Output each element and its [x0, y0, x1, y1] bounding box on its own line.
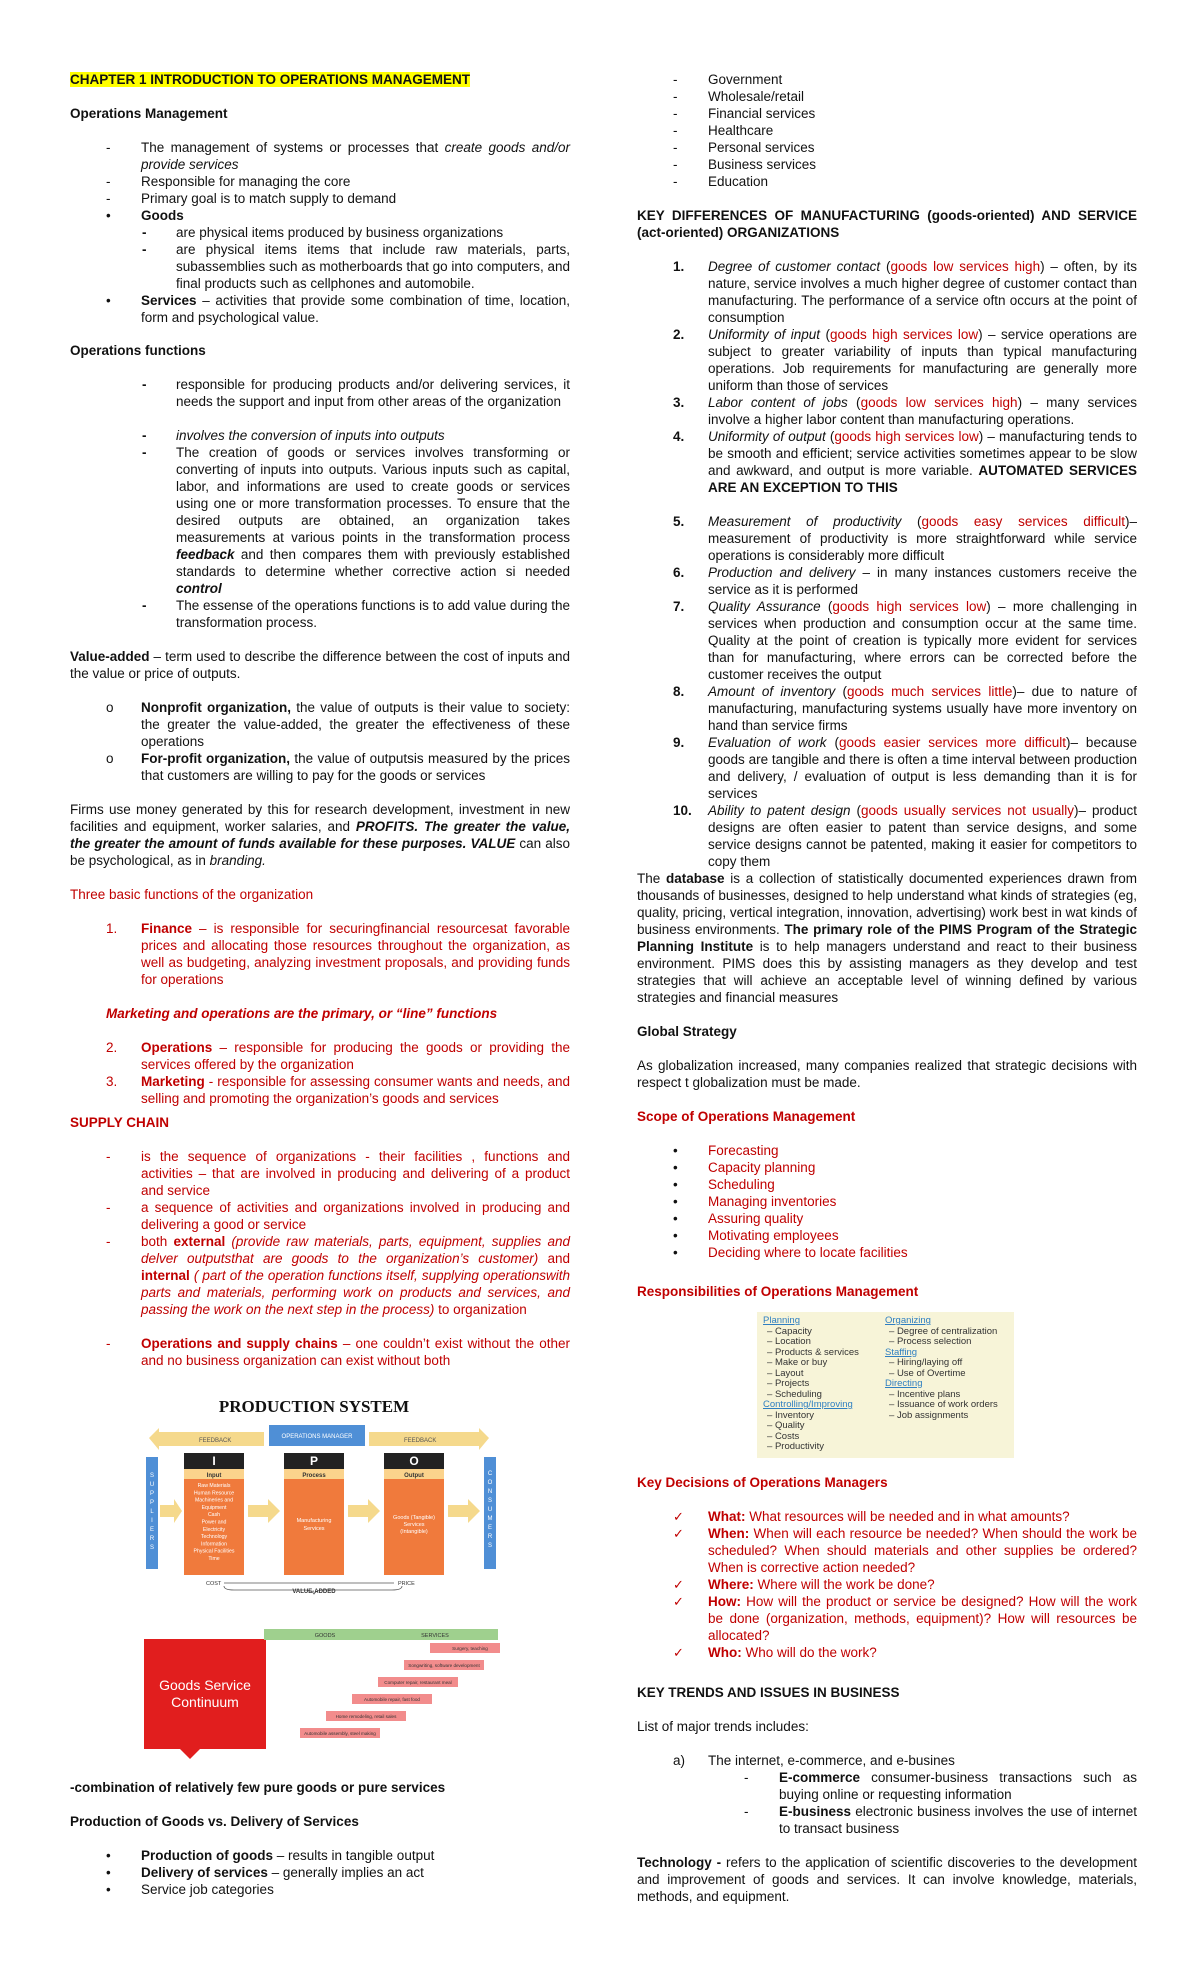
line-functions-note: Marketing and operations are the primary, or “line” functions	[106, 1006, 498, 1021]
list-item: - The essense of the operations functions is to add value during the transformation process.	[142, 598, 571, 630]
list-item: • Goods	[106, 208, 184, 223]
scope-item: • Assuring quality	[673, 1211, 804, 1226]
input-item: Raw Materials	[197, 1483, 231, 1489]
organizing-items	[885, 1327, 1013, 1348]
difference-item: 3. Labor content of jobs (goods low services high) – many services involve a higher labor content than manufacturing operations.	[673, 395, 1138, 427]
production-system-diagram	[144, 1395, 500, 1595]
list-item: - is the sequence of organizations - their facilities , functions and activities – that are involved in producing and delivering of a product and service	[106, 1149, 570, 1198]
decisions-heading-wrap	[637, 1474, 1137, 1491]
functions-heading: Operations functions	[70, 343, 206, 358]
output-item: Goods (Tangible)	[393, 1515, 435, 1521]
list-item: - responsible for producing products and/or delivering services, it needs the support and input from other areas of the organization	[142, 377, 570, 409]
process-letter: P	[309, 1454, 319, 1468]
list-item: - Wholesale/retail	[673, 89, 805, 104]
responsibilities-heading: Responsibilities of Operations Management	[637, 1284, 919, 1299]
goods-label: GOODS	[314, 1633, 336, 1639]
list-item: • Services – activities that provide some combination of time, location, form and psychological value.	[106, 293, 570, 325]
input-item: Cash	[207, 1512, 221, 1519]
arrow-output-consumers	[448, 1499, 480, 1523]
list-item: - Education	[673, 174, 769, 189]
feedback-right-label: FEEDBACK	[404, 1438, 437, 1444]
scope-item: • Scheduling	[673, 1177, 775, 1192]
input-item: Time	[208, 1556, 220, 1562]
difference-item: 6. Production and delivery – in many instances customers receive the service as it is performed	[673, 565, 1137, 597]
input-label: Input	[206, 1473, 222, 1479]
arrow-suppliers-input	[160, 1499, 182, 1523]
difference-item: 1. Degree of customer contact (goods low services high) – often, by its nature, service involves a much higher degree of customer contact than manufacturing. The performance of a service oftn occurs at the point of consumption	[673, 259, 1137, 325]
suppliers-label: S U P P L I E R S	[149, 1473, 155, 1551]
continuum-bar-label: Automobile repair, fast food	[364, 1697, 420, 1702]
scope-item: • Capacity planning	[673, 1160, 816, 1175]
continuum-label: Goods Service Continuum	[159, 1677, 251, 1710]
responsibility-item: – Projects	[767, 1378, 810, 1389]
list-item: 1. Finance – is responsible for securingfinancial resourcesat favorable prices and allocating those resources throughout the organization, as well as budgeting, analyzing investment proposals, and providing funds for operations	[106, 921, 570, 987]
prod-vs-delivery-heading: Production of Goods vs. Delivery of Services	[70, 1814, 359, 1829]
arrow-input-process	[248, 1499, 280, 1523]
output-letter: O	[409, 1454, 419, 1468]
output-item: Services	[403, 1522, 425, 1528]
goods-service-continuum	[140, 1627, 500, 1761]
planning-title: Planning	[763, 1315, 800, 1326]
input-item: Equipment	[201, 1504, 227, 1511]
organizing-group	[885, 1316, 1013, 1421]
list-item: - are physical items produced by business organizations	[142, 225, 504, 240]
continuum-bar-label: Computer repair, restaurant meal	[384, 1680, 452, 1685]
check-icon: ✓	[673, 1645, 684, 1660]
database-paragraph: The database is a collection of statistically documented experiences drawn from thousands of businesses, designed to help understand what kinds of strategies (eg, quality, pricing, vertical integration, innovation, advertising) work best in wat kinds of business environments. The primary role of the PIMS Program of the Strategic Planning Institute is to help managers understand and react to their business environment. PIMS does this by assisting managers as they develop and test strategies that will achieve an acceptable level of winning defined by various strategies and financial measures	[637, 871, 1138, 1005]
responsibility-item: – Job assignments	[889, 1409, 969, 1421]
input-letter: I	[212, 1454, 216, 1468]
process-item: Manufacturing	[296, 1518, 332, 1524]
chapter-title: CHAPTER 1 INTRODUCTION TO OPERATIONS MANAGEMENT	[70, 72, 471, 87]
key-differences-heading: KEY DIFFERENCES OF MANUFACTURING (goods-oriented) AND SERVICE (act-oriented) ORGANIZATIONS	[637, 208, 1137, 240]
responsibility-item: – Issuance of work orders	[889, 1399, 998, 1410]
combination-text: -combination of relatively few pure goods or pure services	[70, 1780, 446, 1795]
diagram-title: PRODUCTION SYSTEM	[218, 1397, 410, 1416]
directing-title: Directing	[885, 1378, 923, 1389]
responsibility-item: – Make or buy	[767, 1357, 828, 1368]
continuum-bar-label: Surgery, teaching	[452, 1646, 488, 1651]
process-label: Process	[302, 1473, 326, 1479]
list-item: - involves the conversion of inputs into outputs	[142, 428, 445, 443]
responsibility-item: – Inventory	[767, 1409, 815, 1421]
scope-heading: Scope of Operations Management	[637, 1109, 856, 1124]
responsibility-item: – Quality	[767, 1420, 805, 1431]
controlling-items	[763, 1411, 883, 1453]
responsibility-item: – Costs	[767, 1430, 800, 1442]
controlling-title: Controlling/Improving	[763, 1399, 853, 1410]
goods-services-header	[264, 1629, 498, 1640]
supply-chain-heading: SUPPLY CHAIN	[70, 1115, 170, 1130]
firms-paragraph: Firms use money generated by this for research development, investment in new facilities and equipment, worker salaries, and PROFITS. The greater the value, the greater the amount of funds available for these purposes. VALUE can also be psychological, as in branding.	[70, 802, 570, 868]
list-item: - Operations and supply chains – one couldn’t exist without the other and no business organization can exist without both	[106, 1336, 571, 1368]
planning-items	[763, 1327, 883, 1401]
list-item: - Financial services	[673, 106, 816, 121]
input-item: Electricity	[202, 1526, 226, 1533]
global-strategy-heading: Global Strategy	[637, 1024, 737, 1039]
responsibility-item: – Capacity	[767, 1325, 812, 1337]
check-icon: ✓	[673, 1509, 684, 1524]
list-item: 2. Operations – responsible for producing the goods or providing the services offered by the organization	[106, 1040, 570, 1072]
ops-mgmt-heading: Operations Management	[70, 106, 228, 121]
list-item: - Primary goal is to match supply to demand	[106, 191, 397, 206]
trends-intro: List of major trends includes:	[637, 1719, 809, 1734]
continuum-label-pointer	[180, 1749, 200, 1759]
difference-item: 5. Measurement of productivity (goods easy services difficult)– measurement of productivity is more straightforward while service operations is considerably more difficult	[673, 514, 1138, 563]
input-item: Machineries and	[194, 1497, 234, 1504]
three-functions-heading: Three basic functions of the organization	[70, 887, 314, 902]
list-item: - Government	[673, 72, 783, 87]
list-item: - both external (provide raw materials, parts, equipment, supplies and delver outputsthat are goods to the organization’s customer) and internal ( part of the operation functions itself, supplying operationswith parts and materials, performing work on products and services, and passing the work on the next step in the process) to organization	[106, 1234, 570, 1317]
process-item: Services	[303, 1526, 325, 1532]
check-icon: ✓	[673, 1594, 684, 1609]
decision-item: ✓ What: What resources will be needed and in what amounts?	[673, 1509, 1070, 1524]
responsibility-item: – Process selection	[889, 1336, 972, 1347]
input-item: Human Resource	[193, 1490, 235, 1497]
services-label: SERVICES	[421, 1633, 449, 1639]
responsibility-item: – Incentive plans	[889, 1388, 961, 1400]
decision-item: ✓ How: How will the product or service be designed? How will the work be done (organization, methods, equipment)? How will resources be allocated?	[673, 1594, 1137, 1643]
input-item: Technology	[200, 1534, 228, 1541]
check-icon: ✓	[673, 1526, 684, 1541]
organizing-title: Organizing	[885, 1315, 931, 1326]
feedback-left-label: FEEDBACK	[199, 1438, 232, 1444]
difference-item: 7. Quality Assurance (goods high services low) – more challenging in services when production and consumption occur at the same time. Quality at the point of creation is typically more evident for services than for manufacturing, where errors can be corrected before the customer receives the output	[673, 599, 1137, 682]
staffing-title: Staffing	[885, 1346, 918, 1358]
list-item: - a sequence of activities and organizations involved in producing and delivering a good or service	[106, 1200, 570, 1232]
value-added-label: VALUE-ADDED	[292, 1589, 336, 1595]
scope-item: • Deciding where to locate facilities	[673, 1245, 908, 1260]
decision-item: ✓ Where: Where will the work be done?	[673, 1577, 935, 1592]
continuum-bar-label: Home remodeling, retail sales	[335, 1714, 397, 1719]
list-item: o Nonprofit organization, the value of outputs is their value to society: the greater the value-added, the greater the effectiveness of these operations	[106, 700, 570, 749]
continuum-bar-label: Automobile assembly, steel making	[304, 1731, 376, 1736]
list-item: • Delivery of services – generally implies an act	[106, 1865, 424, 1880]
list-item: a) The internet, e-commerce, and e-busines	[673, 1753, 955, 1768]
responsibility-item: – Hiring/laying off	[889, 1357, 963, 1368]
technology-paragraph: Technology - refers to the application of scientific discoveries to the development and improvement of goods and services. It can involve knowledge, materials, methods, and equipment.	[637, 1855, 1137, 1904]
responsibility-item: – Layout	[767, 1367, 804, 1379]
list-item: - Business services	[673, 157, 817, 172]
list-item: • Production of goods – results in tangible output	[106, 1848, 435, 1863]
cost-label: COST	[206, 1581, 222, 1587]
list-item: • Service job categories	[106, 1882, 274, 1897]
list-item: - Personal services	[673, 140, 815, 155]
scope-item: • Motivating employees	[673, 1228, 839, 1243]
staffing-items	[885, 1358, 1013, 1379]
responsibility-item: – Scheduling	[767, 1388, 822, 1400]
responsibility-item: – Productivity	[767, 1441, 825, 1452]
consumers-label: C O N S U M E R S	[487, 1471, 493, 1549]
decision-item: ✓ Who: Who will do the work?	[673, 1645, 877, 1660]
difference-item: 10. Ability to patent design (goods usually services not usually)– product designs are often easier to patent than service designs, and some service designs cannot be patented, making it easier for competitors to copy them	[673, 803, 1137, 869]
scope-item: • Forecasting	[673, 1143, 779, 1158]
continuum-bar-label: Songwriting, software development	[408, 1663, 480, 1668]
scope-item: • Managing inventories	[673, 1194, 837, 1209]
input-item: Physical Facilities	[193, 1548, 235, 1555]
list-item: o For-profit organization, the value of outputsis measured by the prices that customers are willing to pay for the goods or services	[106, 751, 571, 783]
value-added-paragraph: Value-added – term used to describe the difference between the cost of inputs and the value or price of outputs.	[70, 649, 570, 681]
responsibility-item: – Use of Overtime	[889, 1367, 966, 1379]
input-item: Information	[201, 1541, 227, 1548]
responsibility-item: – Products & services	[767, 1346, 859, 1358]
list-item: - E-commerce consumer-business transactions such as buying online or requesting information	[744, 1770, 1137, 1802]
responsibility-item: – Location	[767, 1336, 811, 1347]
difference-item: 8. Amount of inventory (goods much services little)– due to nature of manufacturing, manufacturing systems usually have more inventory on hand than service firms	[673, 684, 1137, 733]
difference-item: 9. Evaluation of work (goods easier services more difficult)– because goods are tangible and there is often a time interval between production and delivery, / evaluation of output is less demanding than it is for services	[673, 735, 1137, 801]
decision-item: ✓ When: When will each resource be needed? When should the work be scheduled? When should materials and other supplies be ordered? When is corrective action needed?	[673, 1526, 1137, 1575]
arrow-process-output	[348, 1499, 380, 1523]
responsibilities-box	[757, 1312, 1014, 1458]
price-label: PRICE	[398, 1581, 415, 1587]
list-item: - E-business electronic business involves the use of internet to transact business	[744, 1804, 1137, 1836]
output-label: Output	[404, 1473, 424, 1479]
list-item: - are physical items items that include raw materials, parts, subassemblies such as motherboards that go into computers, and final products such as cellphones and automobile.	[142, 242, 570, 291]
ops-manager-label: OPERATIONS MANAGER	[281, 1434, 353, 1440]
directing-items	[885, 1390, 1013, 1422]
list-item: - Healthcare	[673, 123, 774, 138]
list-item: - The management of systems or processes that create goods and/or provide services	[106, 140, 570, 172]
responsibility-item: – Degree of centralization	[889, 1325, 998, 1337]
decisions-heading: Key Decisions of Operations Managers	[637, 1475, 888, 1490]
output-item: (Intangible)	[400, 1529, 428, 1535]
planning-group	[763, 1316, 883, 1453]
check-icon: ✓	[673, 1577, 684, 1592]
input-item: Power and	[201, 1519, 227, 1526]
list-item: - Responsible for managing the core	[106, 174, 351, 189]
trends-heading: KEY TRENDS AND ISSUES IN BUSINESS	[637, 1685, 900, 1700]
difference-item: 2. Uniformity of input (goods high services low) – service operations are subject to greater variability of inputs than typical manufacturing operations. Job requirements for manufacturing are generally more uniform than those of services	[673, 327, 1138, 393]
global-strategy-text: As globalization increased, many companies realized that strategic decisions with respect t globalization must be made.	[637, 1058, 1137, 1090]
list-item: - The creation of goods or services involves transforming or converting of inputs into outputs. Various inputs such as capital, labor, and informations are used to create goods or services using one or more transformation processes. To ensure that the desired outputs are obtained, an organization takes measurements at various points in the transformation process feedback and then compares them with previously established standards to determine whether corrective action si needed control	[142, 445, 570, 596]
list-item: 3. Marketing - responsible for assessing consumer wants and needs, and selling and promoting the organization’s goods and services	[106, 1074, 570, 1106]
continuum-bars	[300, 1643, 500, 1738]
difference-item: 4. Uniformity of output (goods high services low) – manufacturing tends to be smooth and efficient; service activities sometimes appear to be slow and awkward, and output is more variable. AUTOMATED SERVICES ARE AN EXCEPTION TO THIS	[673, 429, 1138, 495]
